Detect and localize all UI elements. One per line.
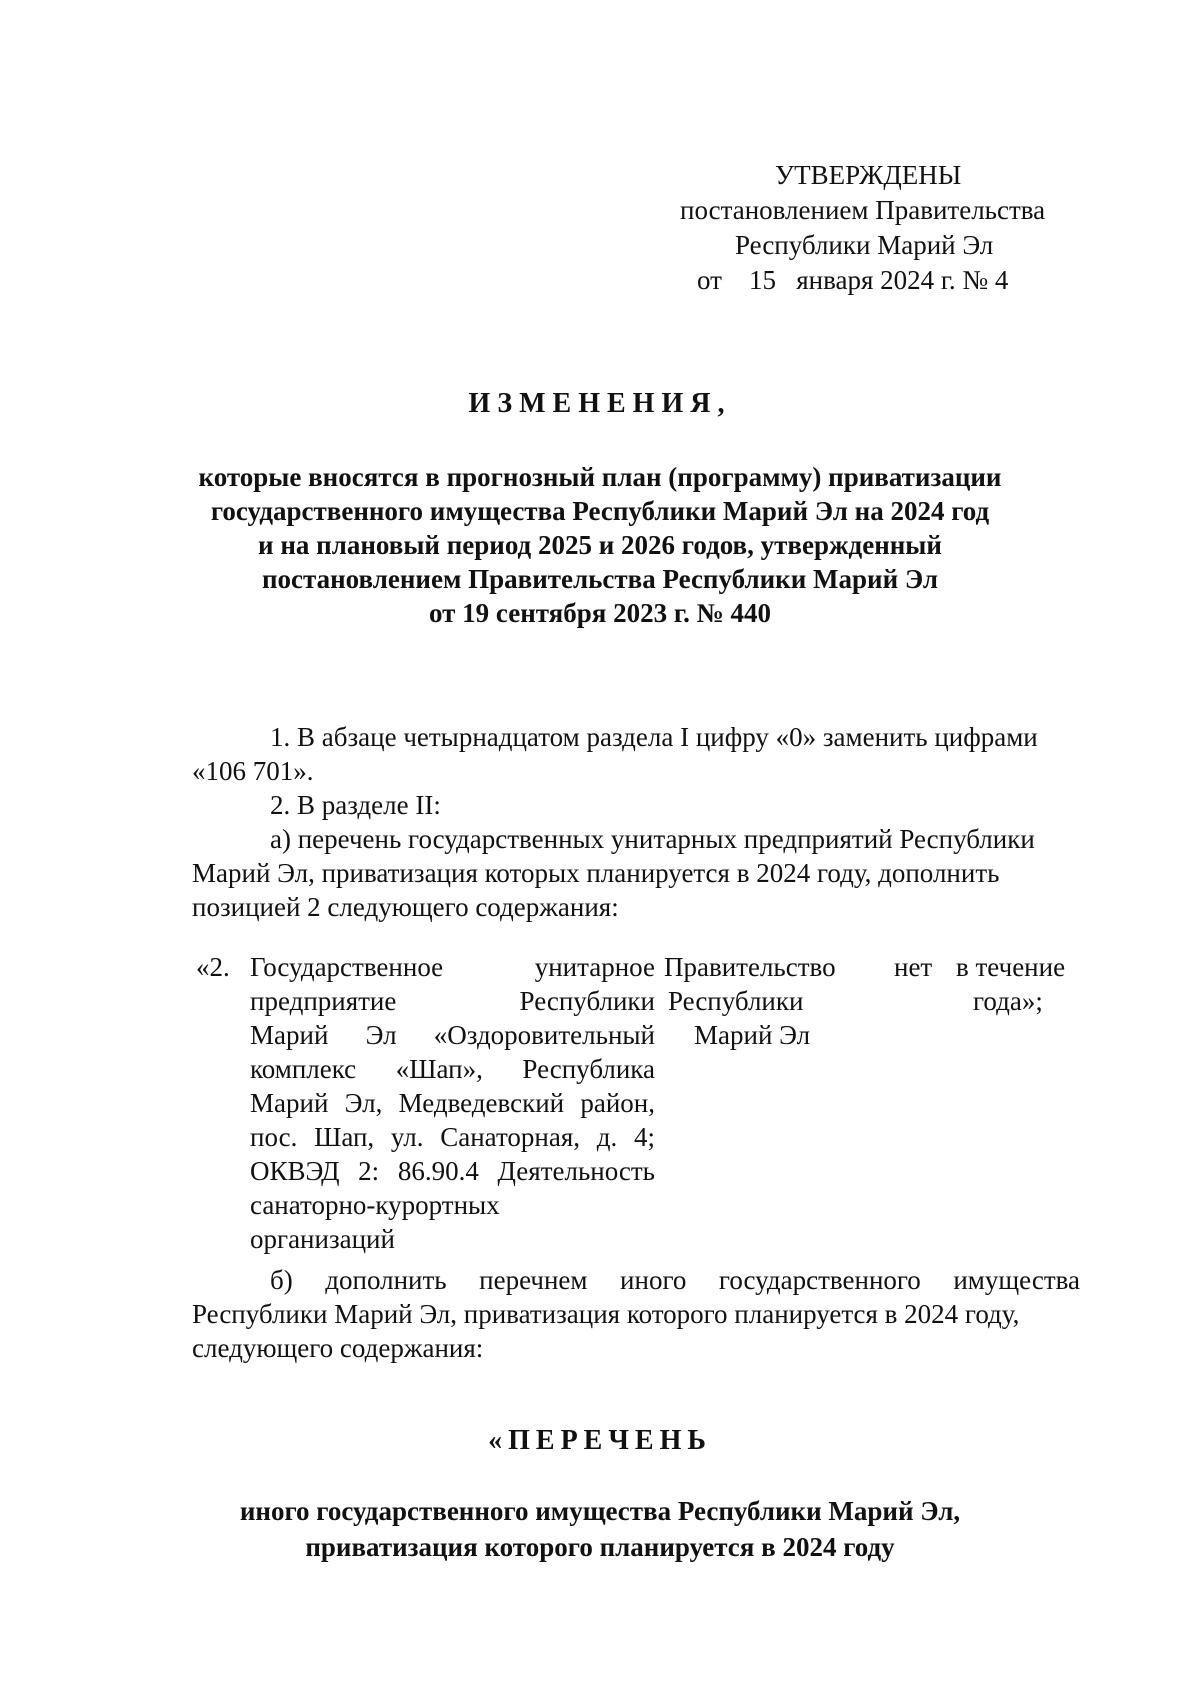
description-line: организаций [250, 1224, 395, 1254]
subtitle-line: и на плановый период 2025 и 2026 годов, утвержденный [258, 530, 942, 560]
term-line: года»; [973, 986, 1043, 1016]
entry-number: «2. [196, 952, 230, 982]
document-title: ИЗМЕНЕНИЯ, [468, 388, 732, 419]
entry-authority [664, 950, 854, 1052]
subtitle-line: от 19 сентября 2023 г. № 440 [429, 598, 771, 628]
subtitle-line: государственного имущества Республики Марий Эл на 2024 год [210, 496, 990, 526]
entry-term [956, 950, 1086, 1018]
approval-date [680, 263, 1080, 298]
approval-date-rest: января 2024 г. № 4 [796, 265, 1009, 295]
list-title: «ПЕРЕЧЕНЬ [488, 1425, 712, 1456]
approval-decree: постановлением Правительства [680, 195, 1046, 225]
paragraph-b [192, 1263, 1080, 1365]
document-subtitle [150, 460, 1050, 630]
description-line: ОКВЭД 2: 86.90.4 Деятельность [250, 1156, 655, 1186]
description-line: предприятие Республики [250, 986, 655, 1016]
description-line: Марий Эл «Оздоровительный [250, 1020, 655, 1050]
paragraph-2a-line-3: позицией 2 следующего содержания: [192, 892, 619, 922]
paragraph-b-line-2: Республики Марий Эл, приватизация которого планируется в 2024 году, [192, 1299, 1020, 1329]
description-line: санаторно-курортных [250, 1190, 500, 1220]
subtitle-line: которые вносятся в прогнозный план (программу) приватизации [198, 462, 1002, 492]
description-line: Государственное унитарное [250, 952, 655, 982]
list-subtitle [150, 1493, 1050, 1565]
paragraph-1-line-2: «106 701». [192, 756, 314, 786]
approval-heading: УТВЕРЖДЕНЫ [775, 160, 962, 190]
subtitle-line: постановлением Правительства Республики Марий Эл [261, 564, 938, 594]
description-line: Марий Эл, Медведевский район, [250, 1088, 655, 1118]
paragraph-2a-line-1: а) перечень государственных унитарных предприятий Республики [270, 824, 1035, 854]
body-paragraphs [192, 720, 1080, 924]
table-row [196, 950, 1086, 1254]
authority-line: Республики [668, 986, 804, 1016]
paragraph-b-line-1: б) дополнить перечнем иного государственного имущества [270, 1265, 1080, 1295]
description-line: комплекс «Шап», Республика [250, 1054, 655, 1084]
list-subtitle-line: приватизация которого планируется в 2024 году [305, 1532, 895, 1562]
approval-stamp [680, 158, 1080, 298]
list-subtitle-line: иного государственного имущества Республики Марий Эл, [239, 1496, 961, 1526]
term-line: в течение [956, 952, 1066, 982]
authority-line: Правительство [664, 952, 836, 982]
authority-line: Марий Эл [694, 1020, 811, 1050]
entry-encumbrance: нет [894, 952, 933, 982]
paragraph-b-line-3: следующего содержания: [192, 1333, 484, 1363]
approval-republic: Республики Марий Эл [735, 230, 994, 260]
description-line: пос. Шап, ул. Санаторная, д. 4; [250, 1122, 655, 1152]
approval-date-prefix: от [697, 265, 722, 295]
paragraph-2a-line-2: Марий Эл, приватизация которых планируется в 2024 году, дополнить [192, 858, 1000, 888]
paragraph-1-line-1: 1. В абзаце четырнадцатом раздела I цифру «0» заменить цифрами [270, 722, 1038, 752]
approval-date-day: 15 [748, 265, 776, 295]
paragraph-2: 2. В разделе II: [270, 790, 441, 820]
entry-description [250, 950, 655, 1256]
